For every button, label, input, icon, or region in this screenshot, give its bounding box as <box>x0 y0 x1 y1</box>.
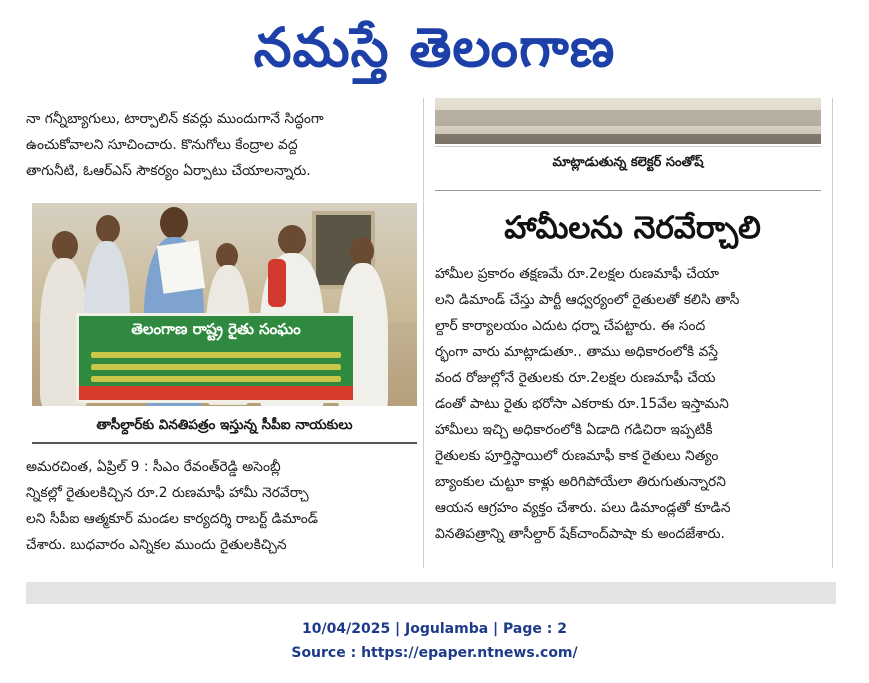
newspaper-logo: నమస్తే తెలంగాణ <box>253 15 616 79</box>
text-line: రైతులకు పూర్తిస్థాయిలో రుణమాఫీ కాక రైతులు నిత్యం <box>435 448 719 464</box>
edition-info: 10/04/2025 | Jogulamba | Page : 2 <box>302 621 567 637</box>
cut-off-bottom-strip <box>26 582 836 604</box>
cpi-leaders-photo <box>32 203 417 406</box>
text-line: అమరచింత, ఏప్రిల్ 9 : సీఎం రేవంత్‌రెడ్డి అసెంబ్లీ <box>26 459 281 475</box>
text-line: తాగునీటి, ఓఆర్ఎస్ సౌకర్యం ఏర్పాటు చేయాలన్నారు. <box>26 163 311 179</box>
footer <box>0 617 869 665</box>
divider <box>435 190 821 191</box>
text-line: ల్దార్ కార్యాలయం ఎదుట ధర్నా చేపట్టారు. ఈ సంద <box>435 318 706 334</box>
text-line: ఉంచుకోవాలని సూచించారు. కొనుగోలు కేంద్రాల వద్ద <box>26 137 298 153</box>
text-line: ర్భంగా వారు మాట్లాడుతూ.. తాము అధికారంలోకి వస్తే <box>435 344 718 360</box>
story-headline: హామీలను నెరవేర్చాలి <box>504 210 761 246</box>
text-line: చేశారు. బుధవారం ఎన్నికల ముందు రైతులకిచ్చిన <box>26 537 287 553</box>
collector-photo <box>435 98 821 144</box>
farmers-union-banner <box>76 313 356 403</box>
caption-rule <box>32 442 417 444</box>
source-link[interactable]: Source : https://epaper.ntnews.com/ <box>291 645 578 661</box>
text-line: వినతిపత్రాన్ని తాసీల్దార్ షేక్‌చాంద్‌పాషా కు అందజేశారు. <box>435 526 725 542</box>
text-line: బ్యాంకుల చుట్టూ కాళ్లు అరిగిపోయేలా తిరుగుతున్నారని <box>435 474 726 490</box>
text-line: హామీల ప్రకారం తక్షణమే రూ.2లక్షల రుణమాఫీ చేయా <box>435 266 719 282</box>
text-line: వంద రోజుల్లోనే రైతులకు రూ.2లక్షల రుణమాఫీ చేయ <box>435 370 716 386</box>
text-line: నా గన్నీబ్యాగులు, టార్పాలిన్ కవర్లు ముందుగానే సిద్ధంగా <box>26 111 324 127</box>
text-line: డంతో పాటు రైతు భరోసా ఎకరాకు రూ.15వేల ఇస్తామని <box>435 396 729 412</box>
cut-text-line <box>26 98 421 106</box>
top-left-article-continuation <box>26 98 421 184</box>
masthead <box>0 0 869 95</box>
text-line: హామీలు ఇచ్చి అధికారంలోకి ఏడాది గడిచిరా ఇప్పటికీ <box>435 422 713 438</box>
story-body <box>435 261 830 547</box>
divider <box>435 146 821 147</box>
text-line: ఆయన ఆగ్రహం వ్యక్తం చేశారు. పలు డిమాండ్లతో కూడిన <box>435 500 731 516</box>
column-divider <box>832 98 833 568</box>
newspaper-clipping <box>26 98 846 604</box>
banner-text: తెలంగాణ రాష్ట్ర రైతు సంఘం <box>131 320 301 338</box>
text-line: న్నికల్లో రైతులకిచ్చిన రూ.2 రుణమాఫీ హామీ నెరవేర్చా <box>26 485 309 501</box>
text-line: లని డిమాండ్ చేస్తు పార్టీ ఆధ్వర్యంలో రైతులతో కలిసి తాసీ <box>435 292 740 308</box>
photo-caption: తాసీల్దార్‌కు వినతిపత్రం ఇస్తున్న సీపీఐ నాయకులు <box>96 417 353 433</box>
collector-photo-caption: మాట్లాడుతున్న కలెక్టర్ సంతోష్ <box>552 155 704 170</box>
amarachinta-story <box>26 454 421 558</box>
text-line: లని సీపీఐ ఆత్మకూర్ మండల కార్యదర్శి రాబర్ట్ డిమాండ్ <box>26 511 318 527</box>
column-divider <box>423 98 424 568</box>
